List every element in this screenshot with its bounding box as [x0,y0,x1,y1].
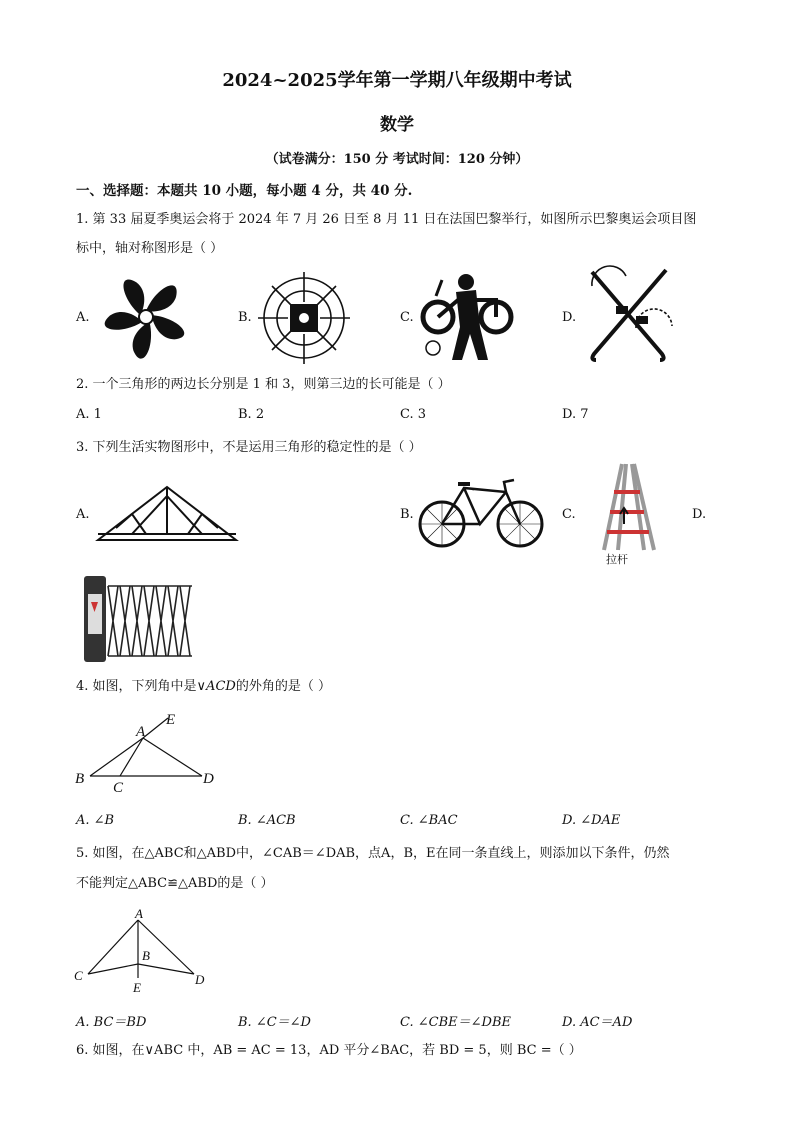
q2-option-d[interactable]: D. 7 [562,407,589,422]
q4-label-b: B [75,771,85,787]
ladder-caption: 拉杆 [606,553,628,566]
q3-option-b-label: B. [400,507,414,522]
q5-label-e: E [133,980,141,995]
q5-option-d[interactable]: D. AC＝AD [562,1015,633,1030]
q3-option-d-label: D. [692,507,707,522]
q5-triangle-figure [70,906,220,998]
ladder-image [594,462,666,554]
q4-label-d: D [203,771,214,787]
q4-option-b[interactable]: B. ∠ACB [238,813,296,828]
exam-info: （试卷满分：150 分 考试时间：120 分钟） [265,152,529,167]
q4-option-a[interactable]: A. ∠B [76,813,115,828]
pinwheel-icon [96,270,196,365]
bicycle-image [418,478,544,550]
retractable-gate-image [82,572,194,664]
target-icon [258,272,350,364]
q2-option-a[interactable]: A. 1 [76,407,102,422]
q1-stem-line2: 标中，轴对称图形是（ ） [76,241,224,256]
exam-title: 2024~2025学年第一学期八年级期中考试 [222,70,572,91]
q1-option-b-label: B. [238,310,252,325]
q4-triangle-figure [70,708,230,798]
q5-label-d: D [195,972,205,987]
q4-option-c[interactable]: C. ∠BAC [400,813,458,828]
q4-label-e: E [166,712,176,728]
q4-option-d[interactable]: D. ∠DAE [562,813,621,828]
q4-label-a: A [136,724,146,740]
q3-option-a-label: A. [76,507,90,522]
q6-stem: 6. 如图，在∨ABC 中，AB = AC = 13，AD 平分∠BAC，若 BD = 5，则 BC =（ ） [76,1043,582,1058]
q5-stem-line1: 5. 如图，在△ABC和△ABD中，∠CAB＝∠DAB，点A，B，E在同一条直线上，则添加以下条件，仍然 [76,846,670,861]
q1-option-c-label: C. [400,310,414,325]
q5-label-a: A [135,906,143,921]
q2-stem: 2. 一个三角形的两边长分别是 1 和 3，则第三边的长可能是（ ） [76,377,451,392]
q4-label-c: C [113,780,124,796]
q4-stem-symbol: ∨ACD [196,679,236,694]
q5-option-a[interactable]: A. BC＝BD [76,1015,147,1030]
q3-option-c-label: C. [562,507,576,522]
q3-stem: 3. 下列生活实物图形中，不是运用三角形的稳定性的是（ ） [76,440,422,455]
q4-stem-post: 的外角的是（ ） [235,679,331,694]
q2-option-c[interactable]: C. 3 [400,407,427,422]
q2-option-b[interactable]: B. 2 [238,407,265,422]
subject-title: 数学 [380,115,414,135]
q5-stem-line2: 不能判定△ABC≌△ABD的是（ ） [76,876,274,891]
q5-option-c[interactable]: C. ∠CBE＝∠DBE [400,1015,511,1030]
q1-stem-line1: 1. 第 33 届夏季奥运会将于 2024 年 7 月 26 日至 8 月 11 日在法国巴黎举行，如图所示巴黎奥运会项目图 [76,212,697,227]
hockey-icon [586,268,676,364]
cycling-icon [418,272,518,364]
q5-label-b: B [142,948,150,963]
q4-stem-pre: 4. 如图，下列角中是 [76,679,197,694]
q1-option-d-label: D. [562,310,577,325]
section-heading: 一、选择题：本题共 10 小题，每小题 4 分，共 40 分. [76,183,413,199]
roof-truss-image [96,484,238,542]
q1-option-a-label: A. [76,310,90,325]
q5-option-b[interactable]: B. ∠C＝∠D [238,1015,311,1030]
q4-stem [76,672,716,702]
q5-label-c: C [74,968,83,983]
